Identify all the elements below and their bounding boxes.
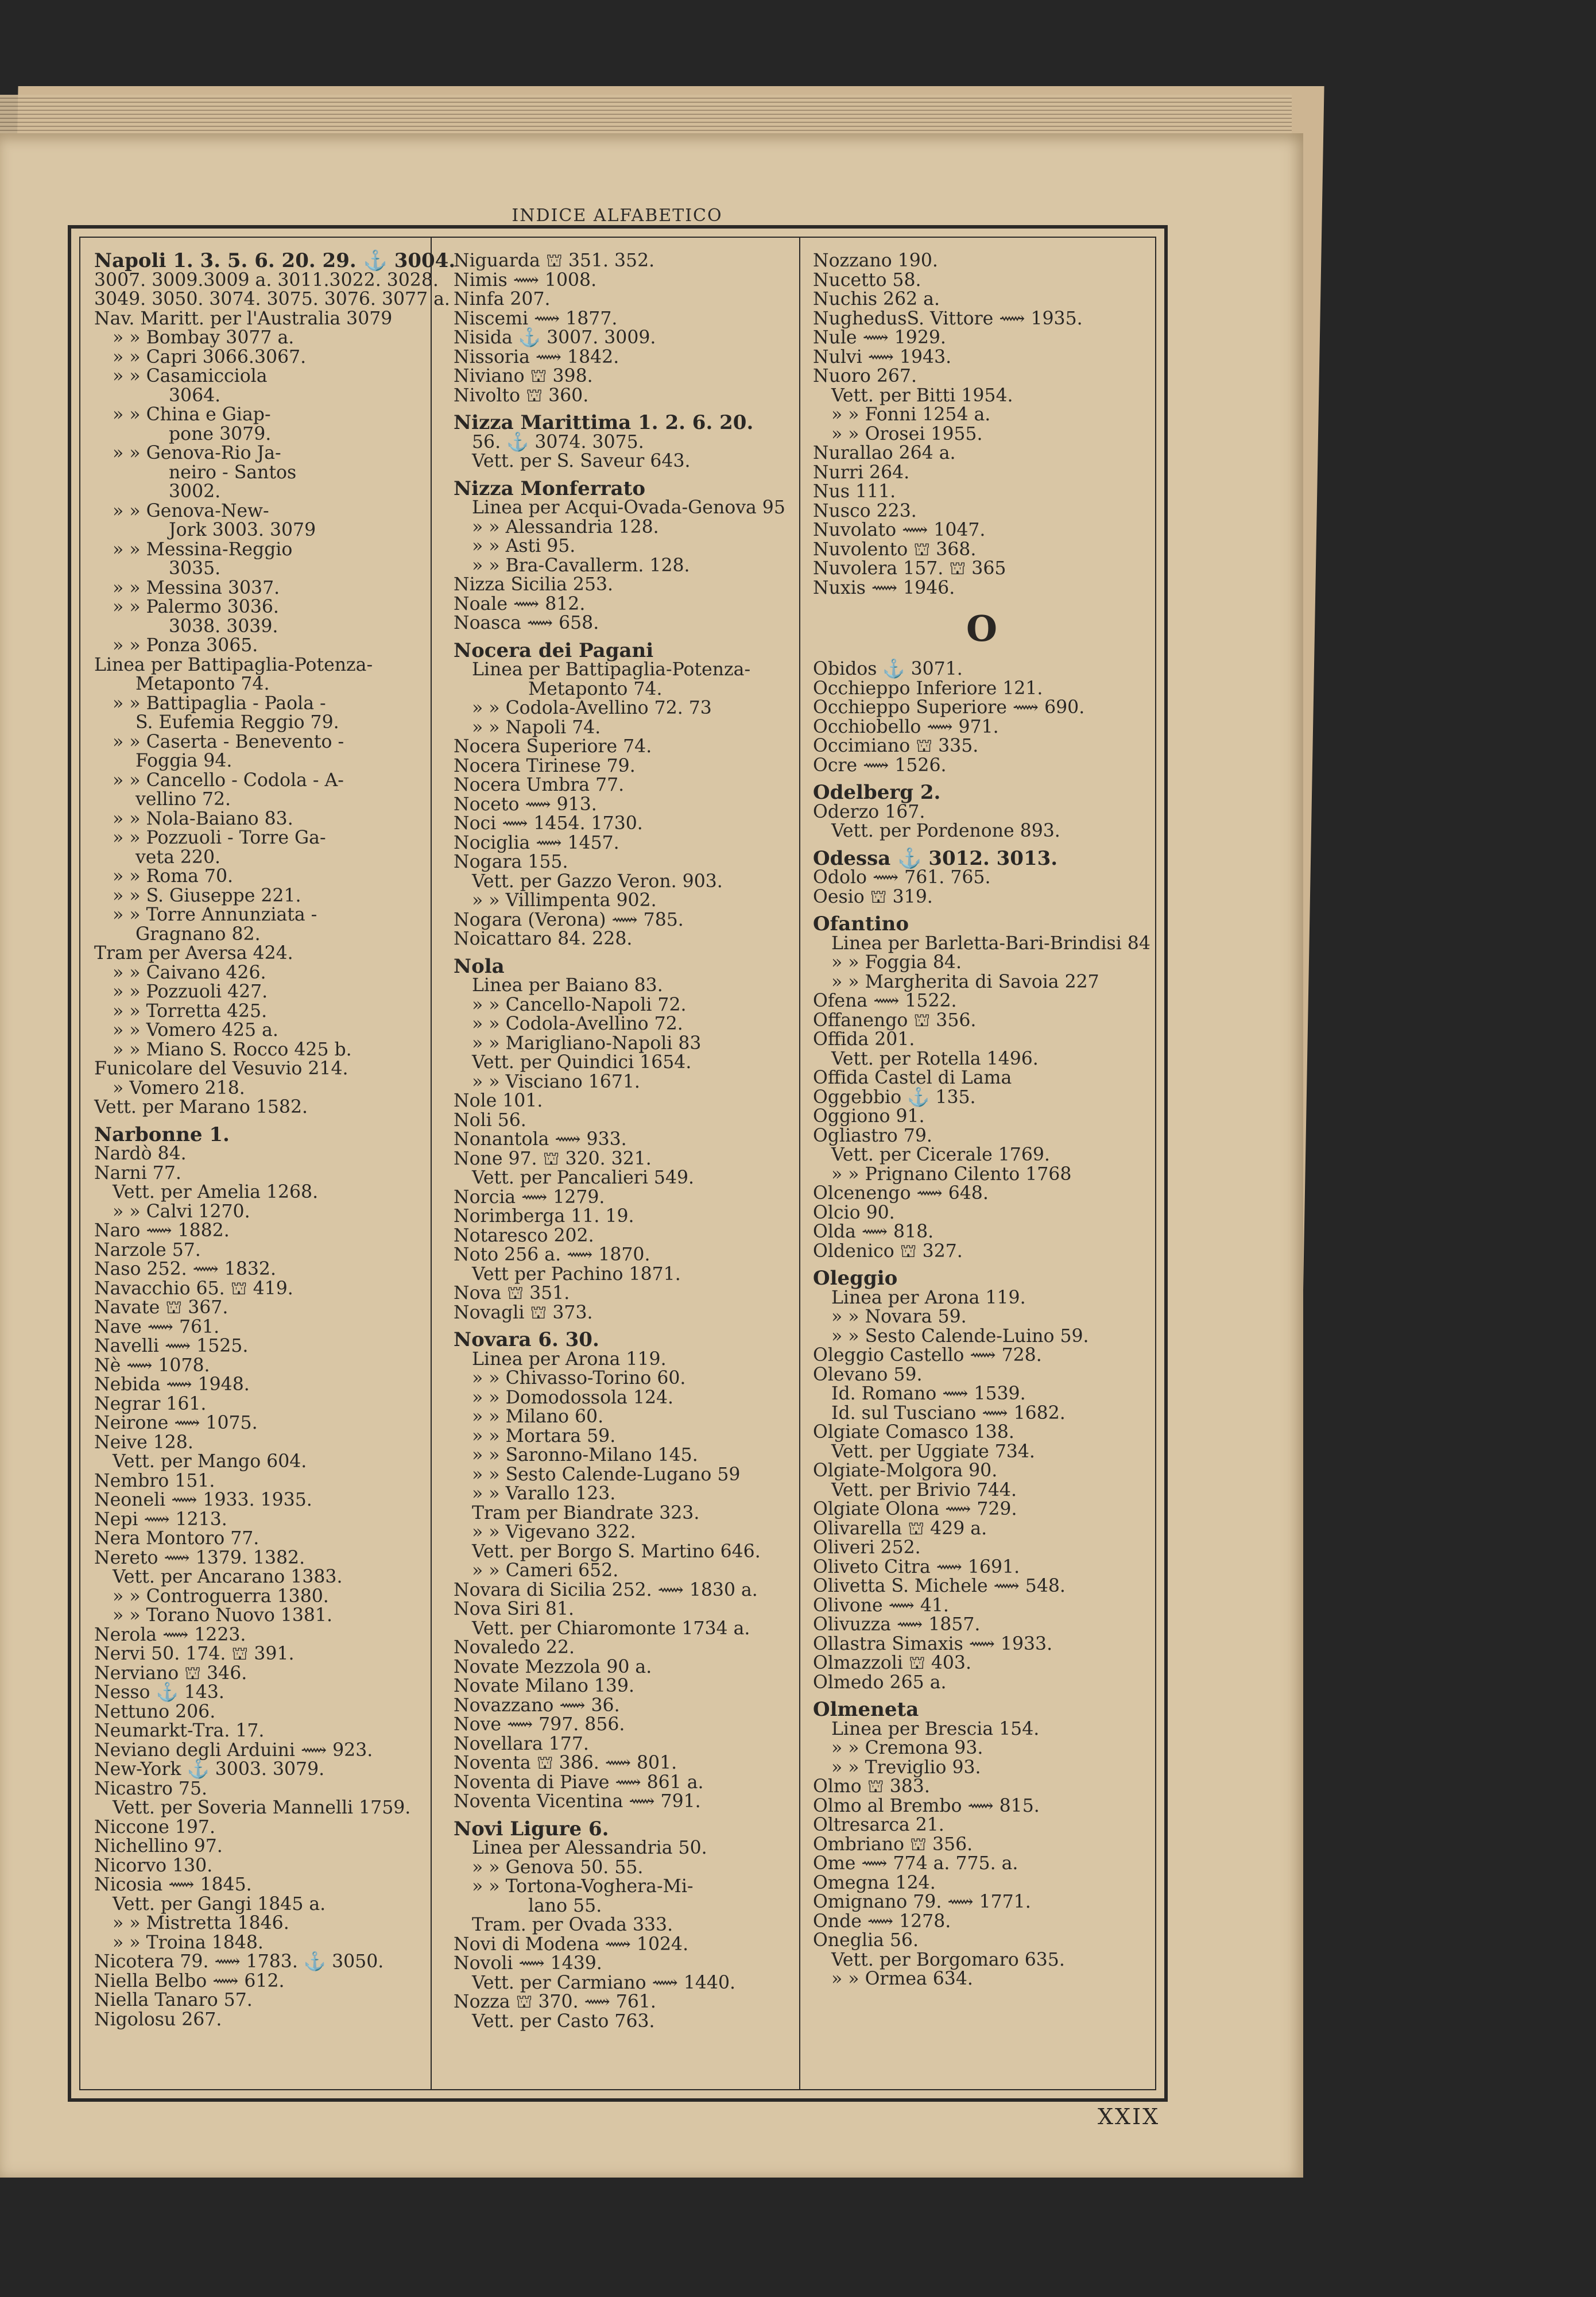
index-entry: Vett. per Marano 1582. [94,1097,308,1117]
spacer [813,598,1150,606]
index-entry: Id. sul Tusciano ⟿ 1682. [831,1402,1066,1424]
index-entry: Ollastra Simaxis ⟿ 1933. [813,1633,1053,1654]
index-entry: Linea per Alessandria 50. [472,1838,707,1858]
index-entry: Olcio 90. [813,1202,895,1223]
index-entry: Nuvolera 157. ⛫ 365 [813,558,1006,579]
index-entry: » » Sesto Calende-Lugano 59 [472,1464,741,1485]
index-entry: » Vomero 218. [113,1077,245,1099]
index-entry: Niella Belbo ⟿ 612. [94,1970,285,1991]
index-entry: Linea per Battipaglia-Potenza- [472,659,751,680]
index-entry: Vett. per Casto 763. [472,2010,655,2032]
index-entry: Novate Mezzola 90 a. [454,1656,652,1677]
index-entry: Omignano 79. ⟿ 1771. [813,1892,1031,1912]
index-entry: » » Nola-Baiano 83. [113,808,293,829]
index-entry: None 97. ⛫ 320. 321. [454,1148,652,1169]
index-entry: Noceto ⟿ 913. [454,794,597,815]
index-entry: New-York ⚓ 3003. 3079. [94,1759,325,1780]
index-entry: 3035. [169,558,221,579]
index-entry: » » Ormea 634. [831,1969,973,1989]
index-entry: Novellara 177. [454,1733,589,1754]
index-entry: 3002. [169,481,221,502]
index-entry: Noasca ⟿ 658. [454,613,599,633]
index-entry: Novara di Sicilia 252. ⟿ 1830 a. [454,1579,758,1600]
index-entry: Metaponto 74. [135,674,270,694]
index-entry: » » China e Giap- [113,404,271,425]
index-entry: » » Codola-Avellino 72. 73 [472,698,712,718]
index-entry: » » Capri 3066.3067. [113,346,307,368]
index-entry: Oneglia 56. [813,1930,919,1951]
index-entry: Oliveri 252. [813,1537,921,1558]
index-entry: » » Ponza 3065. [113,635,258,656]
index-entry: Vett. per Amelia 1268. [113,1182,319,1202]
index-entry: » » Pozzuoli - Torre Ga- [113,827,326,848]
index-entry: » » Orosei 1955. [831,423,983,444]
index-entry: Omegna 124. [813,1872,936,1893]
index-entry: » » Caserta - Benevento - [113,731,344,752]
index-entry: » » Troina 1848. [113,1932,264,1953]
index-entry: Nerola ⟿ 1223. [94,1624,246,1645]
index-entry: Nuxis ⟿ 1946. [813,577,955,598]
index-entry: Noale ⟿ 812. [454,593,586,614]
index-entry: veta 220. [135,846,221,868]
index-entry: Vett. per Soveria Mannelli 1759. [113,1797,411,1818]
index-entry: Foggia 94. [135,751,233,771]
index-entry: Neirone ⟿ 1075. [94,1413,258,1433]
index-entry: Nereto ⟿ 1379. 1382. [94,1547,305,1568]
index-entry: Linea per Brescia 154. [831,1718,1040,1739]
index-entry: 3064. [169,385,221,406]
index-entry: Odolo ⟿ 761. 765. [813,867,991,888]
index-entry: Noicattaro 84. 228. [454,929,633,949]
index-entry: » » Milano 60. [472,1406,604,1427]
index-entry: Neviano degli Arduini ⟿ 923. [94,1739,373,1761]
index-entry: » » Fonni 1254 a. [831,404,991,425]
index-entry: Offanengo ⛫ 356. [813,1010,977,1031]
index-entry: Nerviano ⛫ 346. [94,1662,247,1684]
index-entry: Oggiono 91. [813,1106,925,1127]
index-entry: Tram per Aversa 424. [94,943,293,964]
index-entry: » » Prignano Cilento 1768 [831,1163,1072,1185]
index-entry: Tram per Biandrate 323. [472,1502,700,1523]
index-entry: Vett. per Pordenone 893. [831,821,1060,841]
index-entry: Nembro 151. [94,1470,215,1491]
index-entry: Vett. per Gazzo Veron. 903. [472,871,723,892]
index-column-3 [813,252,1150,1989]
index-entry: Nule ⟿ 1929. [813,327,946,348]
index-entry: Nogara (Verona) ⟿ 785. [454,909,684,930]
index-entry: Nuchis 262 a. [813,289,940,310]
index-entry: Linea per Battipaglia-Potenza- [94,654,373,675]
index-entry: Nicosia ⟿ 1845. [94,1874,252,1895]
index-entry: » » Battipaglia - Paola - [113,693,326,714]
index-entry: » » Torano Nuovo 1381. [113,1605,332,1626]
index-column-2 [454,252,785,2031]
index-entry: » » Genova 50. 55. [472,1857,644,1878]
index-entry: Onde ⟿ 1278. [813,1911,951,1932]
index-heading: Nola [454,954,505,978]
index-entry: Linea per Barletta-Bari-Brindisi 84 [831,933,1150,954]
index-entry: Jork 3003. 3079 [169,520,316,540]
index-entry: Ombriano ⛫ 356. [813,1834,973,1855]
index-entry: » » Napoli 74. [472,717,601,738]
index-entry: Navelli ⟿ 1525. [94,1336,249,1356]
index-entry: Gragnano 82. [135,923,261,945]
index-entry: Olgiate Comasco 138. [813,1422,1014,1443]
index-entry: » » Messina 3037. [113,577,280,598]
index-entry: Nocera Umbra 77. [454,775,625,795]
index-entry: » » Palermo 3036. [113,597,279,617]
index-entry: Nove ⟿ 797. 856. [454,1714,625,1735]
index-entry: Noci ⟿ 1454. 1730. [454,813,643,834]
index-entry: Nurri 264. [813,462,910,483]
index-entry: Vett. per Bitti 1954. [831,385,1013,406]
index-entry: Nova Siri 81. [454,1599,575,1619]
index-entry: Nigolosu 267. [94,2009,222,2030]
index-entry: Vett. per Mango 604. [113,1451,307,1472]
index-heading: Napoli 1. 3. 5. 6. 20. 29. ⚓ 3004. [94,249,456,272]
index-entry: Novazzano ⟿ 36. [454,1695,620,1716]
index-entry: » » Bombay 3077 a. [113,327,295,348]
index-entry: » » Saronno-Milano 145. [472,1445,698,1465]
index-entry: Vett. per Borgo S. Martino 646. [472,1541,761,1562]
index-entry: Nisida ⚓ 3007. 3009. [454,327,656,348]
index-entry: Noto 256 a. ⟿ 1870. [454,1244,650,1265]
index-entry: Olmo al Brembo ⟿ 815. [813,1795,1040,1816]
index-heading: Oleggio [813,1267,898,1290]
index-entry: Oleggio Castello ⟿ 728. [813,1345,1042,1366]
index-entry: vellino 72. [135,789,231,810]
index-entry: 56. ⚓ 3074. 3075. [472,431,644,453]
index-entry: Novaledo 22. [454,1637,575,1658]
index-entry: » » Mortara 59. [472,1425,616,1447]
index-entry: Occimiano ⛫ 335. [813,736,979,756]
index-entry: Nulvi ⟿ 1943. [813,346,952,368]
index-entry: Nurallao 264 a. [813,443,956,463]
index-entry: Olda ⟿ 818. [813,1221,934,1242]
index-entry: Niella Tanaro 57. [94,1990,253,2010]
index-entry: Nicorvo 130. [94,1855,213,1876]
index-entry: Oderzo 167. [813,801,925,822]
index-entry: » » Chivasso-Torino 60. [472,1368,686,1389]
index-entry: Neive 128. [94,1432,193,1453]
index-entry: Occhieppo Superiore ⟿ 690. [813,697,1085,718]
index-entry: Nesso ⚓ 143. [94,1682,224,1703]
index-entry: Naro ⟿ 1882. [94,1220,230,1241]
index-entry: Linea per Acqui-Ovada-Genova 95 [472,497,785,518]
index-entry: Olmo ⛫ 383. [813,1776,930,1797]
index-entry: » » Tortona-Voghera-Mi- [472,1876,694,1897]
index-entry: » » Messina-Reggio [113,539,293,560]
index-entry: Tram. per Ovada 333. [472,1915,673,1935]
index-entry: Nepi ⟿ 1213. [94,1509,227,1530]
index-entry: Id. Romano ⟿ 1539. [831,1383,1026,1404]
index-entry: NughedusS. Vittore ⟿ 1935. [813,308,1083,329]
index-entry: » » Cremona 93. [831,1738,983,1758]
index-entry: » » Treviglio 93. [831,1757,981,1778]
index-entry: Nichellino 97. [94,1836,223,1857]
index-entry: Vett. per Cicerale 1769. [831,1144,1050,1165]
index-entry: Naso 252. ⟿ 1832. [94,1259,276,1279]
index-entry: Nus 111. [813,481,896,502]
index-entry: » » Sesto Calende-Luino 59. [831,1325,1089,1347]
index-entry: » » Bra-Cavallerm. 128. [472,555,690,576]
index-entry: » » Visciano 1671. [472,1071,640,1092]
index-entry: » » Vomero 425 a. [113,1020,278,1041]
index-entry: » » Varallo 123. [472,1483,616,1504]
index-entry: Offida 201. [813,1029,915,1050]
index-entry: » » Torre Annunziata - [113,904,317,925]
index-heading: Ofantino [813,912,909,935]
index-entry: Narzole 57. [94,1239,201,1260]
index-entry: lano 55. [528,1895,602,1916]
index-entry: Nuvolato ⟿ 1047. [813,520,986,540]
index-entry: Noventa di Piave ⟿ 861 a. [454,1772,704,1793]
index-entry: Nocera Superiore 74. [454,736,652,757]
index-entry: Nettuno 206. [94,1701,216,1722]
index-entry: » » Casamicciola [113,366,268,386]
index-entry: Noventa ⛫ 386. ⟿ 801. [454,1753,677,1773]
index-heading: Nizza Monferrato [454,477,646,500]
index-entry: » » Mistretta 1846. [113,1913,289,1933]
index-entry: » » Genova-Rio Ja- [113,443,281,463]
index-entry: » » Alessandria 128. [472,516,659,537]
index-entry: Nimis ⟿ 1008. [454,269,597,291]
index-entry: 3038. 3039. [169,616,278,637]
index-entry: Ome ⟿ 774 a. 775. a. [813,1853,1018,1874]
index-entry: Linea per Arona 119. [831,1287,1026,1308]
index-entry: » » Pozzuoli 427. [113,981,268,1002]
index-entry: Offida Castel di Lama [813,1068,1012,1088]
index-entry: Nole 101. [454,1091,543,1111]
index-entry: Nera Montoro 77. [94,1528,259,1549]
index-entry: » » Cancello - Codola - A- [113,769,344,791]
index-entry: » » Foggia 84. [831,952,962,973]
index-heading: Odelberg 2. [813,781,941,804]
index-entry: Niccone 197. [94,1816,215,1838]
index-entry: S. Eufemia Reggio 79. [135,712,339,733]
index-entry: Olcenengo ⟿ 648. [813,1183,989,1204]
index-entry: » » Novara 59. [831,1306,967,1327]
index-entry: Olgiate-Molgora 90. [813,1460,998,1481]
index-entry: » » Margherita di Savoia 227 [831,971,1099,992]
index-entry: Linea per Arona 119. [472,1348,667,1370]
index-heading: Nizza Marittima 1. 2. 6. 20. [454,411,754,434]
index-entry: Negrar 161. [94,1393,207,1414]
index-entry: Nivolto ⛫ 360. [454,385,589,406]
running-title: INDICE ALFABETICO [512,206,723,226]
index-entry: Ocre ⟿ 1526. [813,755,947,776]
index-entry: Novagli ⛫ 373. [454,1302,593,1323]
index-entry: Olevano 59. [813,1364,923,1385]
index-entry: Occhieppo Inferiore 121. [813,678,1043,699]
index-entry: Ofena ⟿ 1522. [813,991,957,1011]
index-entry: Vett. per Brivio 744. [831,1479,1017,1501]
index-entry: » » Miano S. Rocco 425 b. [113,1039,352,1060]
index-entry: Noli 56. [454,1109,526,1131]
index-entry: Vett. per Chiaromonte 1734 a. [472,1618,750,1639]
index-entry: » » Codola-Avellino 72. [472,1014,683,1034]
index-entry: Vett per Pachino 1871. [472,1263,681,1285]
index-entry: Niscemi ⟿ 1877. [454,308,618,329]
index-heading: Nocera dei Pagani [454,639,654,662]
index-entry: Norcia ⟿ 1279. [454,1186,605,1208]
index-entry: Navate ⛫ 367. [94,1297,228,1318]
index-entry: Vett. per S. Saveur 643. [472,451,691,471]
index-heading: Novara 6. 30. [454,1328,599,1351]
index-entry: » » Torretta 425. [113,1000,268,1022]
index-entry: Nusco 223. [813,500,917,521]
index-entry: Ogliastro 79. [813,1125,932,1146]
index-entry: Nozza ⛫ 370. ⟿ 761. [454,1991,656,2012]
index-entry: Olgiate Olona ⟿ 729. [813,1499,1017,1519]
index-entry: » » Cancello-Napoli 72. [472,994,687,1015]
index-entry: Navacchio 65. ⛫ 419. [94,1278,293,1299]
index-entry: Vett. per Pancalieri 549. [472,1167,695,1188]
index-heading: Odessa ⚓ 3012. 3013. [813,846,1058,870]
index-entry: Nebida ⟿ 1948. [94,1374,250,1395]
index-entry: Olivarella ⛫ 429 a. [813,1518,987,1539]
index-entry: Nocera Tirinese 79. [454,755,636,776]
index-entry: » » Villimpenta 902. [472,890,657,911]
index-entry: Ninfa 207. [454,289,551,310]
index-entry: Nizza Sicilia 253. [454,574,614,595]
index-entry: Olmazzoli ⛫ 403. [813,1653,971,1673]
index-entry: 3007. 3009.3009 a. 3011.3022. 3028. [94,269,439,291]
index-entry: neiro - Santos [169,462,297,483]
index-entry: Niviano ⛫ 398. [454,366,593,386]
index-entry: Nonantola ⟿ 933. [454,1129,627,1150]
index-entry: » » Calvi 1270. [113,1201,250,1222]
index-entry: Novate Milano 139. [454,1676,634,1696]
index-entry: Vett. per Uggiate 734. [831,1441,1035,1462]
index-entry: Occhiobello ⟿ 971. [813,716,999,737]
index-entry: Neoneli ⟿ 1933. 1935. [94,1490,312,1510]
index-entry: » » Marigliano-Napoli 83 [472,1033,702,1054]
index-entry: Neumarkt-Tra. 17. [94,1720,265,1741]
index-entry: Nissoria ⟿ 1842. [454,346,619,368]
index-heading: Olmeneta [813,1698,919,1721]
index-entry: Oltresarca 21. [813,1815,944,1835]
index-entry: Linea per Baiano 83. [472,975,663,996]
index-entry: Nardò 84. [94,1143,187,1164]
page-number: XXIX [1098,2104,1160,2129]
index-entry: Vett. per Carmiano ⟿ 1440. [472,1972,735,1993]
index-entry: Nav. Maritt. per l'Australia 3079 [94,308,393,329]
index-entry: Narni 77. [94,1162,181,1184]
index-entry: 3049. 3050. 3074. 3075. 3076. 3077 a. [94,289,450,310]
index-entry: Nociglia ⟿ 1457. [454,832,619,853]
index-entry: » » Genova-New- [113,500,269,521]
index-entry: » » Domodossola 124. [472,1387,674,1408]
index-entry: Novoli ⟿ 1439. [454,1953,602,1974]
index-entry: Olivetta S. Michele ⟿ 548. [813,1576,1066,1596]
index-entry: Nucetto 58. [813,269,921,291]
index-entry: » » Asti 95. [472,536,576,556]
index-entry: Metaponto 74. [528,678,663,699]
index-entry: Olmedo 265 a. [813,1672,947,1693]
index-entry: Vett. per Ancarano 1383. [113,1567,343,1587]
index-column-1 [94,249,456,2030]
index-entry: Noventa Vicentina ⟿ 791. [454,1791,701,1812]
index-entry: Nuvolento ⛫ 368. [813,539,977,560]
index-entry: Olivuzza ⟿ 1857. [813,1614,981,1635]
index-entry: Vett. per Rotella 1496. [831,1048,1039,1069]
index-entry: Vett. per Borgomaro 635. [831,1949,1065,1970]
index-entry: Nè ⟿ 1078. [94,1355,210,1376]
index-frame [68,225,1168,2102]
column-rule-2 [799,238,800,2089]
index-entry: Nicastro 75. [94,1778,208,1799]
index-entry: Vett. per Quindici 1654. [472,1052,692,1073]
index-entry: Obidos ⚓ 3071. [813,659,963,679]
index-entry: Nova ⛫ 351. [454,1283,570,1304]
index-entry: Nave ⟿ 761. [94,1316,220,1337]
index-heading: O [966,608,997,649]
index-heading: Novi Ligure 6. [454,1817,609,1840]
index-entry: » » Roma 70. [113,866,234,887]
index-entry: Nuoro 267. [813,366,917,386]
index-entry: » » Cameri 652. [472,1560,619,1581]
index-entry: Nicotera 79. ⟿ 1783. ⚓ 3050. [94,1951,384,1972]
index-entry: Olivone ⟿ 41. [813,1595,949,1616]
index-entry: Oldenico ⛫ 327. [813,1240,963,1262]
index-entry: » » Controguerra 1380. [113,1586,329,1607]
index-entry: Vett. per Gangi 1845 a. [113,1893,326,1915]
index-entry: Norimberga 11. 19. [454,1206,634,1227]
index-entry: Oesio ⛫ 319. [813,886,933,907]
index-entry: Funicolare del Vesuvio 214. [94,1058,348,1079]
index-entry: » » Vigevano 322. [472,1522,636,1542]
index-entry: Niguarda ⛫ 351. 352. [454,250,655,271]
index-entry: » » S. Giuseppe 221. [113,885,301,906]
index-entry: Notaresco 202. [454,1225,594,1246]
index-entry: pone 3079. [169,423,272,444]
index-entry: Oggebbio ⚓ 135. [813,1086,976,1108]
index-entry: Nervi 50. 174. ⛫ 391. [94,1644,295,1664]
index-entry: Novi di Modena ⟿ 1024. [454,1933,689,1955]
index-entry: » » Caivano 426. [113,962,266,983]
index-entry: Nozzano 190. [813,250,938,271]
index-heading: Narbonne 1. [94,1123,230,1146]
index-entry: Nogara 155. [454,852,568,872]
index-entry: Oliveto Citra ⟿ 1691. [813,1556,1020,1577]
